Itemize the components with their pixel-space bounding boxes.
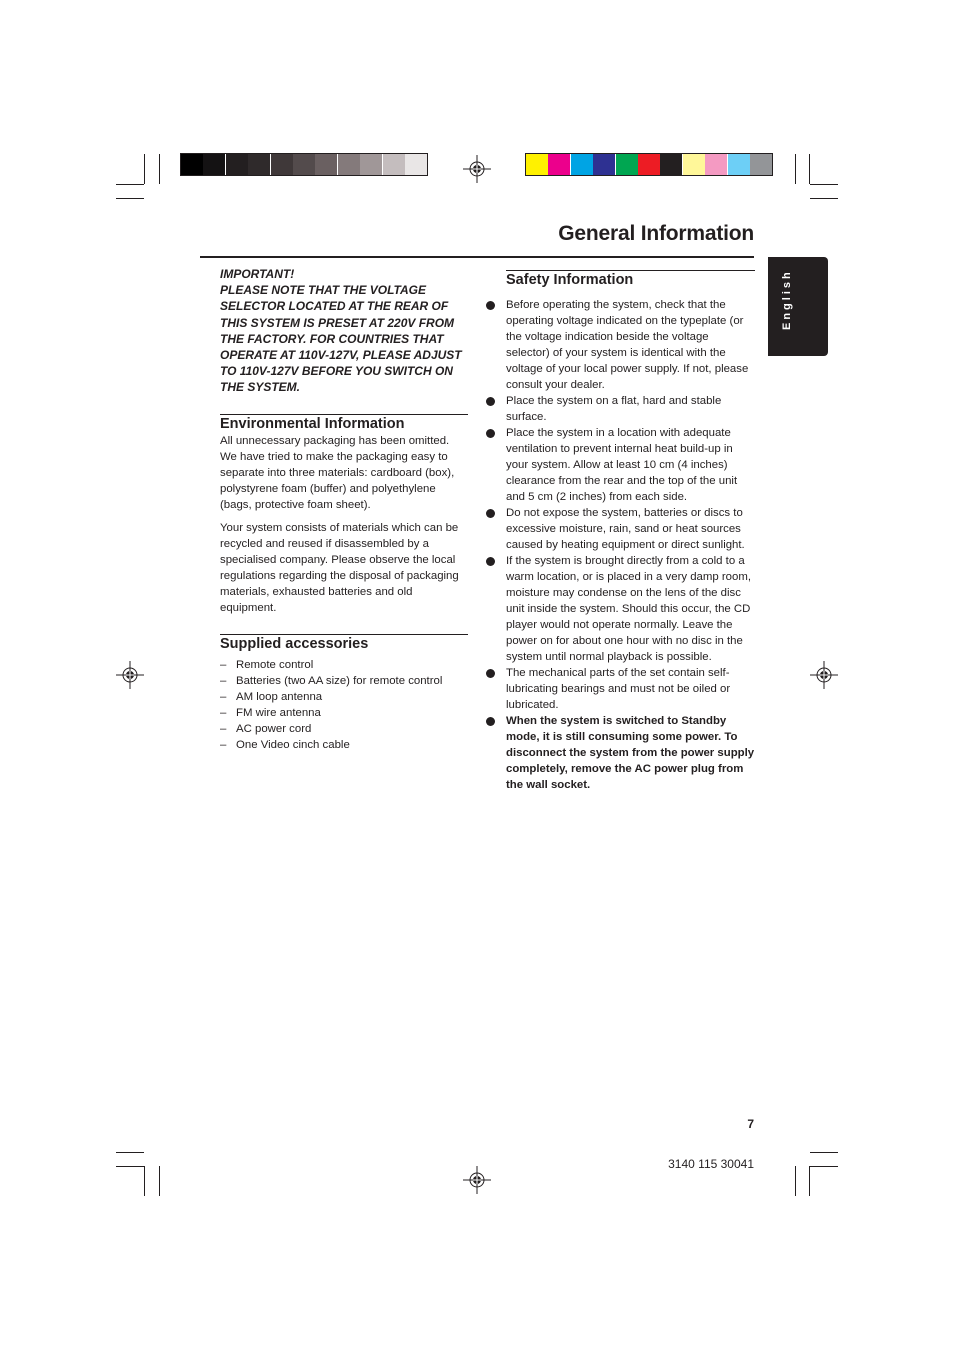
safety-item-text: Before operating the system, check that the operating voltage indicated on the typeplate (or the voltage indication beside the voltage selector) of your system is identical with the voltage of your local power supply. If not, please consult your dealer. [506,299,749,391]
bullet-icon [486,717,495,726]
important-line: THE SYSTEM. [220,380,301,395]
crop-mark [116,1166,144,1167]
crop-mark [116,184,144,185]
crop-mark [795,1166,796,1196]
accessories-heading: Supplied accessories [220,634,468,653]
important-line: PLEASE NOTE THAT THE VOLTAGE [220,283,427,298]
language-tab-label: English [781,269,793,330]
crop-mark [809,154,810,184]
bullet-icon [486,669,495,678]
important-line: IMPORTANT! [220,267,295,281]
list-item [485,505,755,553]
environmental-paragraph: Your system consists of materials which can be recycled and reused if disassembled by a specialised company. Please observe the local regulations regarding the disposal of packaging materials, exhausted batteries and old equipment. [220,521,459,614]
list-item [485,553,755,665]
right-column [485,270,755,793]
list-item: – AC power cord [220,721,468,737]
crop-mark [144,1166,145,1196]
list-item: – Batteries (two AA size) for remote control [220,673,468,689]
language-tab [768,257,828,356]
list-item: – One Video cinch cable [220,737,468,753]
accessories-list [220,657,468,753]
important-notice [220,266,468,396]
bullet-icon [486,557,495,566]
list-item: – Remote control [220,657,468,673]
list-item: – AM loop antenna [220,689,468,705]
registration-mark-icon [116,661,144,689]
crop-mark [159,154,160,184]
bullet-icon [486,509,495,518]
important-line: SELECTOR LOCATED AT THE REAR OF [220,299,449,314]
color-bar-frame [525,153,773,176]
list-item [485,665,755,713]
crop-mark [810,1166,838,1167]
registration-mark-icon [810,661,838,689]
list-item [485,425,755,505]
safety-item-text: Do not expose the system, batteries or discs to excessive moisture, rain, sand or heat sources caused by heating equipment or direct sunlight. [506,507,745,551]
important-line: THE FACTORY. FOR COUNTRIES THAT [220,331,444,346]
crop-mark [795,154,796,184]
crop-mark [810,198,838,199]
list-item [485,393,755,425]
list-item: – FM wire antenna [220,705,468,721]
safety-item-text: If the system is brought directly from a cold to a warm location, or is placed in a very damp room, moisture may condense on the lens of the disc unit inside the system. Should this occur, the CD player would not operate normally. Leave the power on for about one hour with no disc in the system until normal playback is possible. [506,555,751,663]
page-title: General Information [558,222,754,245]
crop-mark [144,154,145,184]
page-number: 7 [747,1117,754,1131]
crop-mark [810,1152,838,1153]
crop-mark [116,1152,144,1153]
list-item [485,297,755,393]
environmental-paragraph: All unnecessary packaging has been omitted. We have tried to make the packaging easy to separate into three materials: cardboard (box), polystyrene foam (buffer) and polyethylene (bags, protective foam sheet). [220,434,455,511]
important-line: THIS SYSTEM IS PRESET AT 220V FROM [220,315,455,330]
safety-item-text: When the system is switched to Standby mode, it is still consuming some power. To disconnect the system from the power supply completely, remove the AC power plug from the wall socket. [506,715,755,791]
title-rule [200,256,754,258]
list-item [485,713,755,793]
important-line: OPERATE AT 110V-127V, PLEASE ADJUST [220,348,462,363]
crop-mark [809,1166,810,1196]
grayscale-bar-frame [180,153,428,176]
safety-item-text: The mechanical parts of the set contain self-lubricating bearings and must not be oiled or lubricated. [506,667,731,711]
environmental-heading: Environmental Information [220,414,468,433]
bullet-icon [486,397,495,406]
important-line: TO 110V-127V BEFORE YOU SWITCH ON [220,364,453,379]
crop-mark [810,184,838,185]
safety-item-text: Place the system on a flat, hard and stable surface. [506,395,722,423]
safety-item-text: Place the system in a location with adequate ventilation to prevent internal heat build-up in your system. Allow at least 10 cm (4 inches) clearance from the rear and the top of the unit and 5 cm (2 inches) from each side. [506,427,738,503]
left-column [220,266,468,753]
bullet-icon [486,429,495,438]
registration-mark-icon [463,1166,491,1194]
safety-heading: Safety Information [506,270,755,289]
crop-mark [159,1166,160,1196]
bullet-icon [486,301,495,310]
safety-list [485,297,755,793]
registration-mark-icon [463,155,491,183]
document-code: 3140 115 30041 [668,1157,754,1171]
crop-mark [116,198,144,199]
